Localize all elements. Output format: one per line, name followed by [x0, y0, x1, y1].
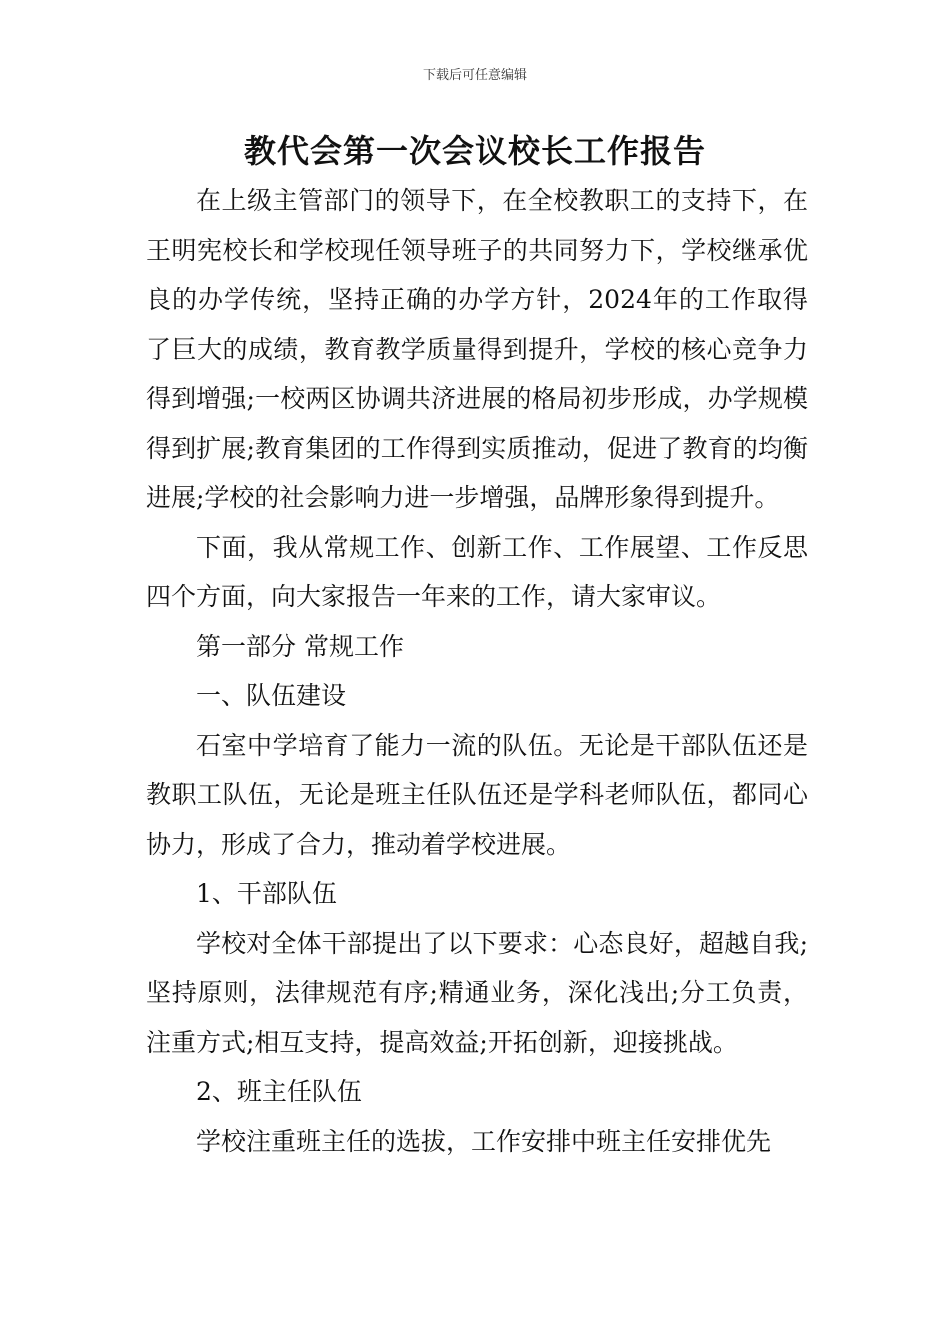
paragraph-intro: 在上级主管部门的领导下，在全校教职工的支持下，在王明宪校长和学校现任领导班子的共同努力下，学校继承优良的办学传统，坚持正确的办学方针，2024年的工作取得了巨大的成绩，教育教学质量得到提升，学校的核心竞争力得到增强;一校两区协调共济进展的格局初步形成，办学规模得到扩展;教育集团的工作得到实质推动，促进了教育的均衡进展;学校的社会影响力进一步增强，品牌形象得到提升。 — [146, 186, 808, 512]
paragraph-team: 石室中学培育了能力一流的队伍。无论是干部队伍还是教职工队伍，无论是班主任队伍还是学科老师队伍，都同心协力，形成了合力，推动着学校进展。 — [146, 730, 808, 859]
document-body — [146, 176, 808, 1166]
document-title: 教代会第一次会议校长工作报告 — [243, 132, 706, 170]
subsection-heading: 一、队伍建设 — [196, 681, 347, 710]
section-heading: 第一部分 常规工作 — [196, 631, 404, 661]
item-heading-cadres: 1、干部队伍 — [196, 879, 337, 908]
paragraph-cadres: 学校对全体干部提出了以下要求：心态良好，超越自我;坚持原则，法律规范有序;精通业务，深化浅出;分工负责，注重方式;相互支持，提高效益;开拓创新，迎接挑战。 — [146, 928, 808, 1057]
paragraph-head-teachers: 学校注重班主任的选拔，工作安排中班主任安排优先 — [196, 1126, 772, 1156]
paragraph-overview: 下面，我从常规工作、创新工作、工作展望、工作反思四个方面，向大家报告一年来的工作，请大家审议。 — [146, 532, 808, 611]
item-heading-head-teachers: 2、班主任队伍 — [196, 1077, 362, 1106]
header-note: 下载后可任意编辑 — [422, 68, 527, 83]
